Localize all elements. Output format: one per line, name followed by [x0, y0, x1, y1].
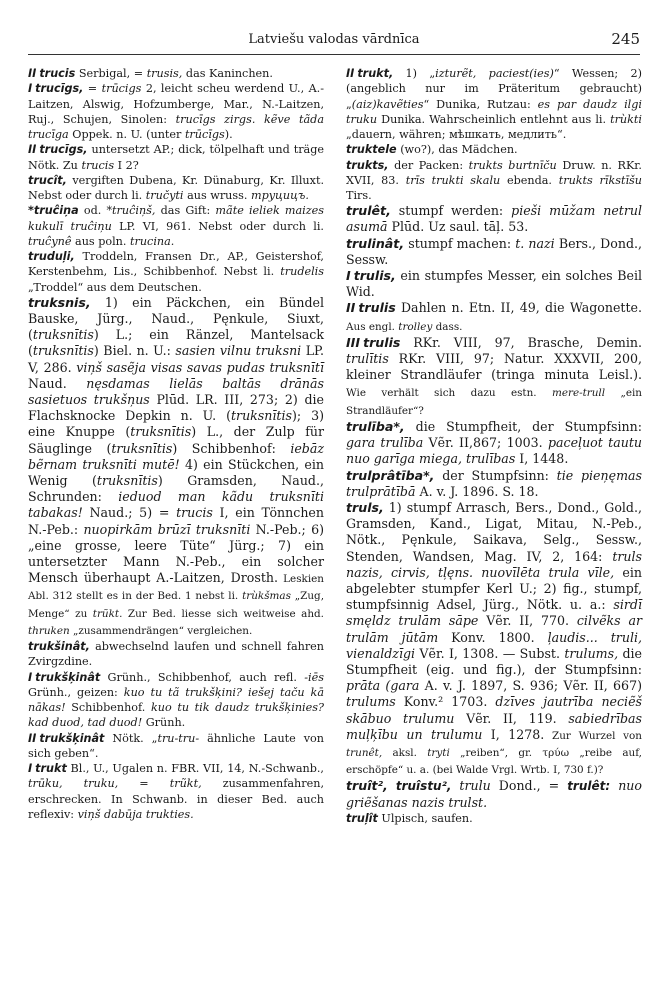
entry-italic: trudelis	[280, 265, 324, 279]
entry-text: Plūd. Uz saul. tāļ. 53.	[387, 219, 529, 235]
entry-italic: nuopirkām brūzī truksnīti	[83, 521, 251, 537]
entry-text: “ Dunika, Rutzau:	[423, 97, 538, 111]
entry-text: od. *	[78, 204, 113, 218]
entry-text: I 2?	[114, 158, 139, 172]
entry-note: Zur Bed. liesse sich weitweise ahd.	[122, 607, 324, 620]
entry-note-italic: trùkšmas	[242, 590, 291, 603]
dictionary-entry	[346, 268, 642, 300]
homonym-numeral: II	[28, 143, 37, 157]
entry-text: ) Biel. n. U.:	[93, 343, 176, 359]
dictionary-entry	[346, 66, 642, 142]
entry-note: Leskien Abl. 312 stellt es in der Bed. 1 nebst li.	[28, 573, 324, 603]
headword-variant: trulêt:	[567, 779, 611, 794]
headword: trucīgs,	[35, 82, 84, 96]
homonym-numeral: I	[346, 268, 351, 284]
entry-italic: (aiz)kavẽties	[351, 97, 424, 111]
entry-italic: pieši mūžam netrul asumā	[346, 203, 642, 235]
entry-italic: kuo tu tik daudz trukšķinies? kad duod, tad duod!	[28, 701, 324, 730]
entry-text: A. v. J. 1896. S. 18.	[415, 483, 539, 499]
running-title: Latviešu valodas vārdnīca	[248, 32, 420, 47]
dictionary-entry	[346, 300, 642, 334]
entry-text: I, 1278.	[482, 726, 545, 742]
page-header	[28, 30, 640, 50]
entry-text: die Stumpfheit (eig. und fig.), der Stumpfsinn:	[346, 645, 642, 677]
dictionary-entry	[346, 203, 642, 235]
entry-text: das Gift:	[155, 204, 216, 218]
right-column	[346, 66, 642, 826]
homonym-numeral: II	[346, 300, 356, 316]
entry-note-italic: tryti	[427, 746, 450, 759]
entry-text: ) L., der Zulp für Säuglinge (	[28, 424, 325, 456]
dictionary-entry	[346, 778, 642, 810]
headword: trulêt,	[346, 203, 391, 219]
entry-text: I, 1448.	[515, 451, 569, 467]
headword: trukt	[35, 762, 67, 776]
entry-note-italic: trũkt.	[92, 607, 123, 620]
entry-text: untersetzt AP.; dick, tölpelhaft und träge Nötk. Zu	[28, 143, 324, 172]
entry-text: vergiften Dubena, Kr. Dünaburg, Kr. Illuxt. Nebst oder durch li.	[28, 173, 324, 202]
entry-text: =	[83, 82, 102, 96]
entry-text: ); 3) eine Knuppe (	[28, 408, 324, 440]
entry-note: Zur Wurzel von	[544, 729, 642, 742]
entry-italic: gara trulība	[346, 435, 424, 451]
entry-text: I, ein Tönnchen N.-Peb.:	[28, 505, 324, 537]
homonym-numeral: I	[28, 762, 33, 776]
homonym-numeral: I	[28, 82, 33, 96]
entry-note: „zusammendrängen“ vergleichen.	[69, 624, 253, 637]
entry-note: Wie verhält sich dazu estn.	[346, 387, 552, 400]
entry-italic: nuo griẽšanas nazis trulst.	[346, 778, 642, 810]
headword-variant: truîstu²,	[395, 779, 452, 794]
dictionary-entry	[346, 142, 642, 157]
entry-text: Naud.; 5) =	[82, 505, 177, 521]
entry-text: Schibbenhof.	[65, 701, 151, 715]
dictionary-entry	[28, 173, 324, 204]
headword: trulis	[363, 334, 401, 350]
dictionary-entry	[346, 500, 642, 778]
entry-italic: cilvẽks ar trulām jūtām	[346, 613, 642, 645]
headword: truduļi,	[28, 250, 75, 263]
entry-text: Konv.² 1703.	[395, 694, 496, 710]
dictionary-entry	[28, 249, 324, 295]
entry-text: „dauern, währen; мѣшкать, медлить“.	[346, 128, 567, 141]
entry-text: Vẽr. II, 770.	[478, 613, 577, 629]
headword: trukšķinât	[35, 670, 101, 684]
entry-text: ) Schibbenhof:	[172, 440, 291, 456]
entry-text: ähnliche Laute von sich geben“.	[28, 731, 325, 760]
dictionary-entry	[28, 295, 324, 639]
entry-text: Troddeln, Fransen Dr., AP., Geistershof, Kerstenbehm, Lis., Schibbenhof. Nebst li.	[28, 250, 324, 279]
entry-text	[388, 778, 396, 793]
entry-italic: tie pieņęmas trulprātībā	[346, 467, 642, 499]
dictionary-entry	[346, 419, 642, 468]
entry-italic: mãte ieliek maizes kukulī truĉiņu	[28, 204, 324, 233]
page-number: 245	[611, 30, 640, 48]
dictionary-entry	[346, 236, 642, 268]
entry-text: ebenda.	[500, 173, 559, 187]
entry-italic: truksnītis	[130, 424, 192, 440]
homonym-numeral: I	[28, 670, 33, 684]
headword: trulis,	[353, 268, 396, 284]
entry-italic: truĉynê	[28, 234, 72, 248]
entry-italic: trucīgs zirgs. kẽve tãda trucīga	[28, 112, 324, 141]
entry-note-italic: thruken	[28, 624, 70, 637]
entry-text: N.-Peb.; 6) „eine grosse, leere Tüte“ Jürg.; 7) ein untersetzter Mann N.-Peb., ein solcher Mensch überhaupt A.-Laitzen, Drosth.	[28, 521, 325, 586]
dictionary-entry	[28, 639, 324, 670]
dictionary-entry	[346, 335, 642, 419]
entry-italic: viņš sasẽja visas savas pudas truksnītī	[76, 359, 324, 375]
entry-italic: sabiedrības muļķību un trulumu	[346, 710, 642, 742]
entry-italic: tručyti	[145, 189, 184, 202]
homonym-numeral: II	[28, 731, 37, 745]
entry-note: „reiben“, gr. τρύω „reibe auf, erschöpfe“ u. a. (bei Walde Vrgl. Wrtb. I, 730 f.)?	[346, 746, 642, 777]
headword: truls,	[346, 499, 384, 515]
entry-italic: t. nazi	[515, 235, 555, 251]
entry-italic: trulums	[346, 694, 396, 710]
entry-text: Grünh.	[142, 716, 186, 730]
entry-text: ) L.; ein Ränzel, Mantelsack (	[28, 327, 324, 359]
headword: *truĉiņa	[28, 204, 79, 218]
entry-italic: trucina.	[130, 234, 175, 248]
entry-text: RKr. VIII, 97; Natur. XXXVII, 200, kleiner Strandläufer (tringa minuta Leisl.).	[346, 351, 642, 383]
dictionary-entry	[346, 468, 642, 500]
entry-italic: trùkti	[610, 112, 642, 126]
entry-italic: nęsdamas lielās baltās drānās sasietuos trukšņus	[28, 375, 324, 407]
entry-text: Dunika. Wahrscheinlich entlehnt aus li.	[377, 112, 611, 126]
entry-italic: trūcigs	[101, 82, 142, 96]
entry-text: Grünh., geizen:	[28, 685, 124, 699]
headword: trukšķinât	[39, 731, 105, 745]
headword: trulība*,	[346, 418, 405, 434]
entry-text: 1) „	[393, 67, 436, 80]
entry-italic: sirdī smęldz trulām sāpe	[346, 597, 642, 629]
entry-italic: trũkt,	[169, 777, 202, 791]
entry-italic: dzīves jautrība neciẽš skābuo trulumu	[346, 694, 643, 726]
entry-italic: trulu	[459, 778, 491, 794]
homonym-numeral: II	[346, 67, 355, 80]
entry-text: Druw. n. RKr. XVII, 83.	[346, 158, 642, 187]
entry-text: Nötk. „	[104, 731, 158, 745]
headword: trulis	[358, 300, 396, 316]
entry-text: Oppek. n. U. (unter	[68, 128, 185, 141]
entry-text: Bl., U., Ugalen n. FBR. VII, 14, N.-Schwanb.,	[66, 762, 324, 776]
entry-note: „ein Strandläufer“?	[346, 387, 642, 417]
entry-italic: truksnītis	[32, 343, 94, 359]
entry-italic: trusis,	[146, 67, 183, 80]
entry-text: aus poln.	[71, 234, 130, 248]
entry-text: der Packen:	[388, 158, 469, 172]
entry-text: LP. V, 286.	[28, 343, 324, 375]
entry-italic: prāta (gara	[346, 678, 420, 694]
entry-note: „Zug, Menge“ zu	[28, 590, 324, 620]
dictionary-entry	[28, 761, 324, 822]
dictionary-entry	[28, 670, 324, 731]
entry-text: ein stumpfes Messer, ein solches Beil Wid.	[346, 268, 642, 300]
entry-note: aksl.	[382, 746, 428, 759]
entry-italic: trucis	[81, 158, 115, 172]
entry-italic: ļaudis... truli, vienaldzīgi	[346, 629, 643, 661]
entry-italic: sasien vilnu truksni	[175, 343, 302, 359]
headword: trucît,	[28, 173, 67, 187]
entry-italic: truksnītis	[32, 327, 94, 343]
entry-italic: trūcīgs	[184, 128, 225, 141]
entry-text: Ulpisch, saufen.	[377, 811, 473, 825]
entry-italic: es par daudz ilgi truku	[346, 97, 642, 126]
entry-text: die Stumpfheit, der Stumpfsinn:	[404, 418, 642, 434]
dictionary-entry	[346, 158, 642, 204]
entry-note-italic: mere-trull	[551, 387, 606, 400]
headword: truktele	[346, 143, 397, 157]
entry-text	[610, 778, 618, 793]
entry-text: zusammenfahren, erschrecken. In Schwanb. in dieser Bed. auch reflexiv:	[28, 777, 324, 821]
entry-text: (wo?), das Mädchen.	[396, 143, 518, 157]
entry-text: „Troddel“ aus dem Deutschen.	[28, 280, 202, 294]
entry-text: Plūd. LR. III, 273; 2) die Flachsknocke Depkin n. U. (	[28, 391, 324, 424]
entry-text: ).	[224, 128, 233, 141]
entry-italic: truls nazis, cirvis, tļęns. nuovīlēta trula vīle,	[346, 548, 642, 580]
entry-text: Vẽr. II,867; 1003.	[423, 435, 548, 451]
entry-italic: tru-tru-	[157, 731, 200, 745]
dictionary-entry	[28, 66, 324, 81]
entry-text: stumpf machen:	[404, 235, 516, 251]
entry-italic: trulītis	[346, 351, 389, 367]
entry-italic: ieduod man kãdu truksnīti tabakas!	[28, 489, 325, 521]
entry-text: 2, leicht scheu werdend U., A.-Laitzen, Alswig, Hofzumberge, Mar., N.-Laitzen, Ruj., Schujen, Sinolen:	[28, 82, 324, 126]
entry-italic: viņš dabūja trukties.	[77, 807, 194, 821]
headword: trucis	[39, 67, 76, 80]
entry-text: “ Wessen; 2) (angeblich nur im Präteritum gebraucht) „	[346, 67, 642, 111]
entry-text: aus wruss.	[183, 189, 251, 202]
entry-italic: trūku, truku,	[28, 777, 119, 791]
entry-italic: izturẽt, paciest(ies)	[435, 67, 554, 80]
entry-text: Serbigal, =	[75, 67, 147, 80]
dictionary-entry	[28, 203, 324, 249]
entry-text: ) Gramsden, Naud., Schrunden:	[28, 472, 324, 505]
entry-text: Dond., =	[490, 778, 568, 794]
entry-italic: -iēs	[304, 670, 324, 684]
headword: trulprâtība*,	[346, 467, 435, 483]
dictionary-entry	[28, 81, 324, 142]
headword: trukšinât,	[28, 640, 90, 654]
entry-italic: trucis	[176, 505, 213, 521]
entry-text: LP. VI, 961. Nebst oder durch li.	[111, 219, 324, 233]
left-column	[28, 66, 324, 822]
headword: trukt,	[357, 67, 394, 80]
entry-italic: paceļuot tautu nuo garīga miega, trulības	[346, 435, 642, 467]
entry-italic: trukts burtnīču	[468, 158, 557, 172]
headword: truksnis,	[28, 294, 91, 310]
entry-italic: iebāz bẽrnam truksnīti mutē!	[28, 440, 324, 472]
entry-text: Vẽr. II, 119.	[454, 710, 569, 726]
dictionary-entry	[28, 142, 324, 173]
homonym-numeral: III	[346, 334, 361, 350]
entry-text: Dahlen n. Etn. II, 49, die Wagonette.	[395, 300, 642, 316]
entry-text: A. v. J. 1897, S. 936; Vẽr. II, 667)	[419, 678, 642, 694]
entry-text: der Stumpfsinn:	[434, 467, 557, 483]
entry-text: Tirs.	[346, 189, 372, 202]
entry-text: stumpf werden:	[390, 203, 512, 219]
entry-text: Konv. 1800.	[438, 629, 548, 645]
entry-text: Vẽr. I, 1308. — Subst.	[415, 645, 565, 661]
entry-italic: трyцицъ.	[250, 189, 309, 202]
entry-italic: trīs trukti skalu	[405, 173, 501, 187]
entry-italic: truksnītis	[230, 408, 292, 424]
entry-text: RKr. VIII, 97, Brasche, Demin.	[400, 334, 642, 350]
entry-italic: truksnītis	[111, 440, 173, 456]
entry-text: das Kaninchen.	[182, 67, 273, 80]
entry-text: Grünh., Schibbenhof, auch refl.	[100, 670, 305, 684]
entry-text: Bers., Dond., Sessw.	[346, 235, 643, 267]
headword: truļît	[346, 811, 378, 825]
entry-text: Naud.	[28, 375, 87, 391]
entry-text: 4) ein Stückchen, ein Wenig (	[28, 456, 324, 488]
entry-note-italic: trolley	[398, 320, 433, 333]
homonym-numeral: II	[28, 67, 37, 80]
header-rule	[28, 54, 640, 55]
entry-italic: truĉiņš,	[112, 204, 156, 218]
entry-italic: kuo tu tã trukšķini? iešej taču kā nākas!	[28, 685, 324, 715]
headword: truît²,	[346, 778, 388, 794]
entry-text: ein abgelebter stumpfer Kerl U.; 2) fig., stumpf, stumpfsinnig Adsel, Jürg., Nötk. u. a.:	[346, 564, 642, 613]
dictionary-entry	[28, 731, 324, 762]
headword: trukts,	[346, 158, 389, 172]
entry-note-italic: trunêt,	[346, 746, 383, 759]
entry-text: 1) stumpf Arrasch, Bers., Dond., Gold., Gramsden, Kand., Ligat, Mitau, N.-Peb., Nötk., Pęnkule, Saikava, Selg., Sessw., Stenden, Wandsen, Mag. IV, 2, 164:	[346, 499, 642, 564]
entry-note: Aus engl.	[346, 320, 399, 333]
headword: trulinât,	[346, 235, 405, 251]
entry-note: dass.	[432, 320, 463, 333]
entry-italic: trukts rīkstīšu	[558, 173, 643, 187]
dictionary-entry	[346, 811, 642, 826]
headword: trucīgs,	[39, 143, 88, 157]
entry-italic: trulums,	[564, 645, 619, 661]
entry-text: abwechselnd laufen und schnell fahren Zvirgzdine.	[28, 640, 324, 669]
entry-text: 1) ein Päckchen, ein Bündel Bauske, Jürg., Naud., Pęnkule, Siuxt, (	[28, 294, 324, 343]
entry-text: =	[118, 777, 170, 791]
entry-italic: truksnītis	[96, 472, 158, 488]
